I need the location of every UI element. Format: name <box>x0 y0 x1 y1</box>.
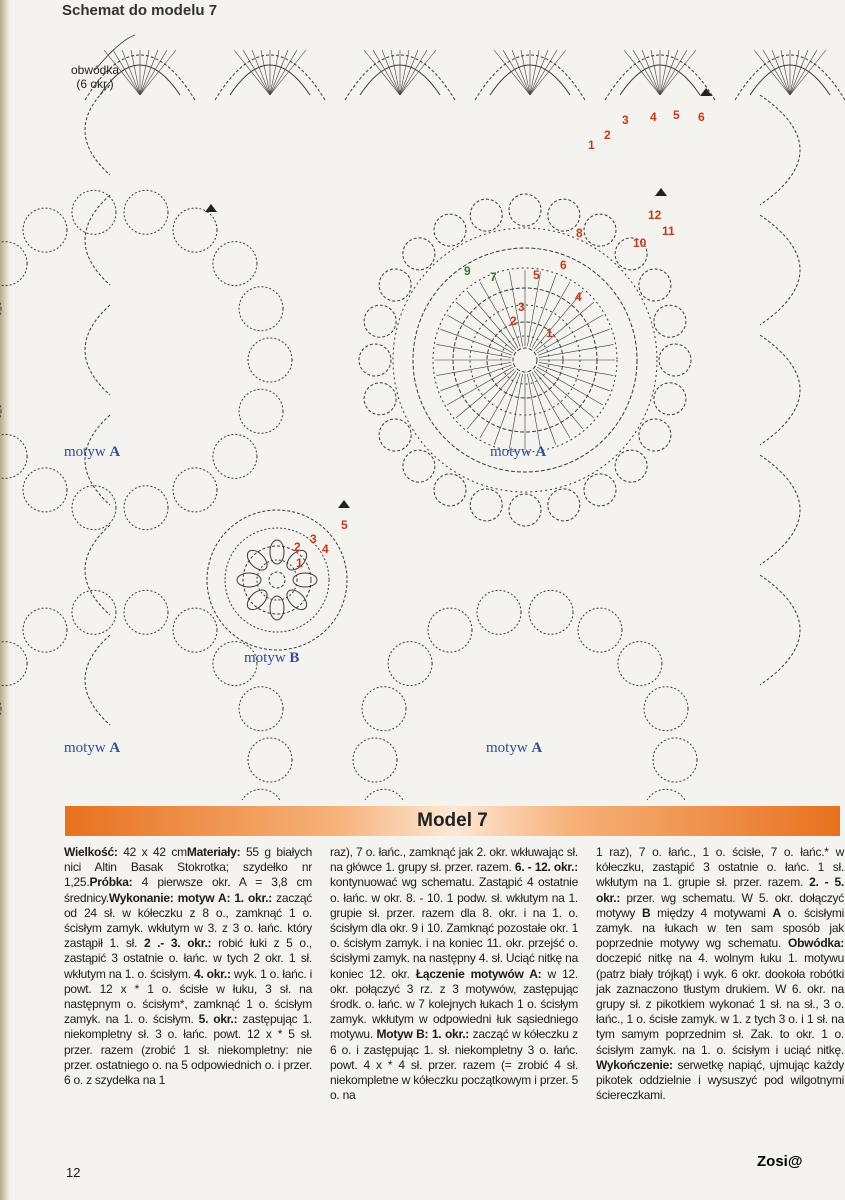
instruction-heading: Łączenie motywów A: <box>415 966 542 981</box>
instructions-column-2 <box>330 845 578 1103</box>
row-number: 4 <box>575 290 582 304</box>
instruction-heading: 5. okr.: <box>198 1012 238 1027</box>
instruction-heading: Próbka: <box>89 875 133 890</box>
instruction-heading: 2 .- 3. okr.: <box>143 936 212 951</box>
border-row-number: 6 <box>698 110 705 124</box>
instructions-column-3 <box>596 845 844 1103</box>
instruction-text: raz), 7 o. łańc., zamknąć jak 2. okr. wkłuwając sł. na główce 1. grupy sł. przer. razem. <box>330 845 578 875</box>
instruction-text: między 4 motywami <box>650 905 773 920</box>
instruction-text: robić łuki z 5 o., zastąpić 3 ostatnie o. łańc. w tych 2 okr. 1 sł. wkłutym na 1. o. ścisłym. <box>64 936 313 981</box>
instruction-heading: A <box>772 905 781 920</box>
instruction-text: wyk. 1 o. łańc. i powt. 12 x * 1 o. ścisłe w łuku, 3 sł. na następnym o. ścisłym*, zamknąć 1 o. ścisłym zamyk. na 1. o. ścisłym. <box>64 966 313 1027</box>
instruction-text: w 12. okr. połączyć 3 rz. z 3 motywów, zastępując środk. o. łańc. w 7 kolejnych łukach 1 o. ścisłym zamyk. wkłutym w odpowiedni łuk sąsiedniego motywu. <box>330 966 578 1042</box>
row-number: 7 <box>490 270 497 284</box>
row-number-b: 5 <box>341 518 348 532</box>
row-number: 8 <box>576 226 583 240</box>
instructions-column-1 <box>64 845 312 1088</box>
instruction-heading: 4. okr.: <box>193 966 231 981</box>
border-rows: (6 okr.) <box>76 77 114 91</box>
instruction-heading: Wielkość: <box>64 845 118 859</box>
model-title: Model 7 <box>417 810 488 831</box>
signature: Zosi@ <box>757 1153 803 1170</box>
instruction-heading: 2. - 5. okr.: <box>596 875 844 905</box>
motif-label-a1 <box>64 444 120 461</box>
row-number-b: 4 <box>322 542 329 556</box>
motif-label-a3 <box>64 740 120 757</box>
motif-letter: A <box>109 740 121 756</box>
border-row-number: 4 <box>650 110 657 124</box>
border-row-number: 1 <box>588 138 595 152</box>
instruction-heading: B <box>641 905 651 920</box>
page-title: Schemat do modelu 7 <box>62 2 218 19</box>
motif-word: motyw <box>490 444 532 460</box>
border-row-number: 5 <box>673 108 680 122</box>
instruction-text: zacząć od 24 sł. w kółeczku z 8 o., zamknąć 1 o. ścisłym zamyk. wkłutym w 3. z 3 o. łańc. który zastąpił 1. sł. <box>64 890 313 951</box>
instruction-text: 1 raz), 7 o. łańc., 1 o. ścisłe, 7 o. łańc.* w kółeczku, zastąpić 3 ostatnie o. łańc. 1 sł. wkłutym na 1. grupie sł. przer. razem. <box>596 845 844 890</box>
row-number: 5 <box>533 268 540 282</box>
instruction-text: zastępując 1. niekompletny sł. 3 o. łańc. powt. 12 x * 5 sł. przer. razem (zrobić 1 sł. niekompletny: nie przer. ostatniego o. na 5 odpowiednich o. i przer. 6 o. z szydełka na 1 <box>64 1012 313 1088</box>
instruction-heading: Materiały: <box>186 845 241 859</box>
instruction-heading: 6. - 12. okr.: <box>514 860 579 875</box>
motif-label-a4 <box>486 740 542 757</box>
row-number: 10 <box>633 236 647 250</box>
instruction-heading: Obwódka: <box>787 936 844 951</box>
motif-word: motyw <box>244 650 286 666</box>
instruction-text: 42 x 42 cm <box>117 845 187 859</box>
row-number-b: 1 <box>296 556 303 570</box>
border-note <box>60 63 130 91</box>
border-row-number: 2 <box>604 128 611 142</box>
row-number: 11 <box>662 224 675 238</box>
instruction-heading: Motyw B: 1. okr.: <box>376 1027 470 1042</box>
motif-word: motyw <box>486 740 528 756</box>
instruction-text: zacząć w kółeczku z 6 o. i zastępując 1. sł. niekompletny 3 o. łańc. powt. 4 x * 4 sł. przer. razem (= zrobić 4 sł. niekompletne w kółeczku początkowym i przer. 5 o. na <box>330 1027 579 1103</box>
model-header-bar <box>65 806 840 836</box>
instruction-text: 4 pierwsze okr. A = 3,8 cm średnicy. <box>64 875 312 905</box>
instruction-heading: Wykonanie: motyw A: 1. okr.: <box>108 890 273 905</box>
motif-letter: B <box>289 650 300 666</box>
instruction-text: o. ścisłymi zamyk. na łukach w ten sam sposób jak poprzednie motywy wg schematu. <box>596 905 845 951</box>
row-number: 12 <box>648 208 662 222</box>
instruction-text: serwetkę napiąć, ujmując każdy pikotek oddzielnie i wysuszyć pod wilgotnymi ściereczkami. <box>596 1057 844 1103</box>
motif-word: motyw <box>64 740 106 756</box>
border-row-number: 3 <box>622 113 629 127</box>
row-number-b: 3 <box>310 532 317 546</box>
motif-letter: A <box>535 444 547 460</box>
row-number: 1 <box>546 326 553 340</box>
row-number: 9 <box>464 264 471 278</box>
motif-label-a2 <box>490 444 546 461</box>
instruction-text: przer. wg schematu. W 5. okr. dołączyć motywy <box>596 890 844 920</box>
page-number: 12 <box>66 1165 81 1180</box>
row-number: 2 <box>510 314 517 328</box>
motif-word: motyw <box>64 444 106 460</box>
instruction-text: doczepić nitkę na 4. wolnym łuku 1. motywu (patrz biały trójkąt) i wyk. 6 okr. dookoła robótki jak zaznaczono tłustym drukiem. W 6. okr. na grupy sł. z pikotkiem wykonać 1 sł. na sł., 3 o. łańc., 1 o. ścisłe zamyk. w 1. z tych 3 o. i 1 sł. na tym samym poprzednim sł. Zak. to okr. 1 o. ścisłym zamyk. na 1. o. ścisłym i uciąć nitkę. <box>596 951 844 1057</box>
row-number: 3 <box>518 300 525 314</box>
motif-label-b <box>244 650 299 667</box>
instruction-text: kontynuować wg schematu. Zastąpić 4 ostatnie o. łańc. w okr. 8. - 10. 1 podw. sł. wkłutym na 1. grupie sł. przer. razem dla 8. okr. i na 1. o. ścisłym dla okr. 9 i 10. Zamknąć pozostałe okr. 1 o. ścisłym zamyk. i na koniec 11. okr. przejść o. ścisłymi zamyk. na następny 4. sł. Uciąć nitkę na koniec 12. okr. <box>330 875 578 981</box>
motif-letter: A <box>109 444 121 460</box>
border-label: obwódka <box>70 63 120 77</box>
instructions <box>64 845 845 1175</box>
row-number-b: 2 <box>294 540 301 554</box>
row-number: 6 <box>560 258 567 272</box>
motif-letter: A <box>531 740 543 756</box>
instruction-text: 55 g białych nici Altin Basak Stokrotka; szydełko nr 1,25. <box>64 845 312 890</box>
instruction-heading: Wykończenie: <box>596 1057 673 1072</box>
